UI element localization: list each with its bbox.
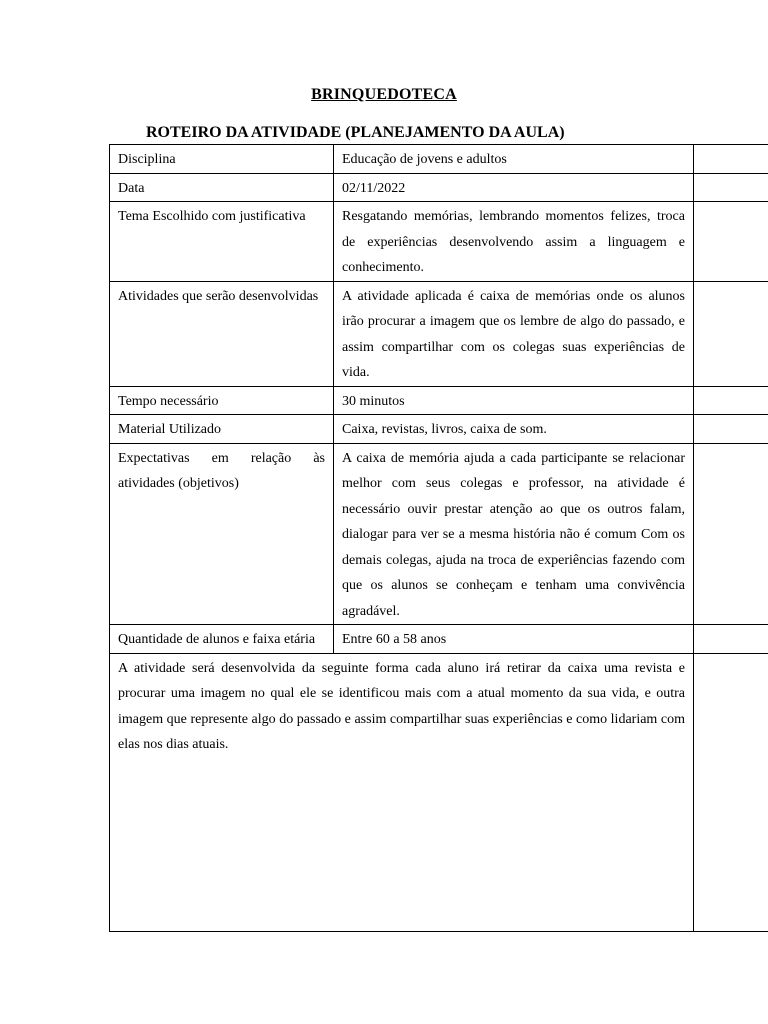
empty-cell <box>694 145 768 174</box>
row-value-expectativas: A caixa de memória ajuda a cada participante se relacionar melhor com seus colegas e professor, na atividade é necessário ouvir prestar atenção ao que os outros falam, dialogar para ver se a mesma história não é comum Com os demais colegas, ajuda na troca de experiências fazendo com que os alunos se conheçam e tenham uma convivência agradável. <box>334 443 694 625</box>
row-label-atividades: Atividades que serão desenvolvidas <box>110 281 334 386</box>
row-label-tempo: Tempo necessário <box>110 386 334 415</box>
row-label-quantidade: Quantidade de alunos e faixa etária <box>110 625 334 654</box>
row-label-material: Material Utilizado <box>110 415 334 444</box>
empty-cell <box>694 202 768 282</box>
table-row <box>110 281 768 386</box>
empty-cell <box>694 653 768 931</box>
table-row <box>110 173 768 202</box>
table-row <box>110 625 768 654</box>
row-label-expectativas: Expectativas em relação às atividades (objetivos) <box>110 443 334 625</box>
row-value-material: Caixa, revistas, livros, caixa de som. <box>334 415 694 444</box>
table-row <box>110 415 768 444</box>
empty-cell <box>694 415 768 444</box>
row-value-tempo: 30 minutos <box>334 386 694 415</box>
row-label-disciplina: Disciplina <box>110 145 334 174</box>
row-value-disciplina: Educação de jovens e adultos <box>334 145 694 174</box>
row-value-quantidade: Entre 60 a 58 anos <box>334 625 694 654</box>
document-title: BRINQUEDOTECA <box>311 86 457 103</box>
empty-cell <box>694 386 768 415</box>
row-label-data: Data <box>110 173 334 202</box>
document-subtitle: ROTEIRO DA ATIVIDADE (PLANEJAMENTO DA AULA) <box>146 124 565 141</box>
row-label-tema: Tema Escolhido com justificativa <box>110 202 334 282</box>
empty-cell <box>694 281 768 386</box>
table-row <box>110 202 768 282</box>
lesson-plan-table <box>109 144 768 932</box>
row-value-data: 02/11/2022 <box>334 173 694 202</box>
table-row <box>110 386 768 415</box>
empty-cell <box>694 443 768 625</box>
table-row <box>110 145 768 174</box>
row-value-tema: Resgatando memórias, lembrando momentos felizes, troca de experiências desenvolvendo assim a linguagem e conhecimento. <box>334 202 694 282</box>
empty-cell <box>694 173 768 202</box>
table-row <box>110 653 768 931</box>
table-row <box>110 443 768 625</box>
empty-cell <box>694 625 768 654</box>
row-value-atividades: A atividade aplicada é caixa de memórias onde os alunos irão procurar a imagem que os lembre de algo do passado, e assim compartilhar com os colegas suas experiências de vida. <box>334 281 694 386</box>
activity-description: A atividade será desenvolvida da seguinte forma cada aluno irá retirar da caixa uma revista e procurar uma imagem no qual ele se identificou mais com a atual momento da sua vida, e outra imagem que represente algo do passado e assim compartilhar suas experiências e como lidariam com elas nos dias atuais. <box>110 653 694 931</box>
